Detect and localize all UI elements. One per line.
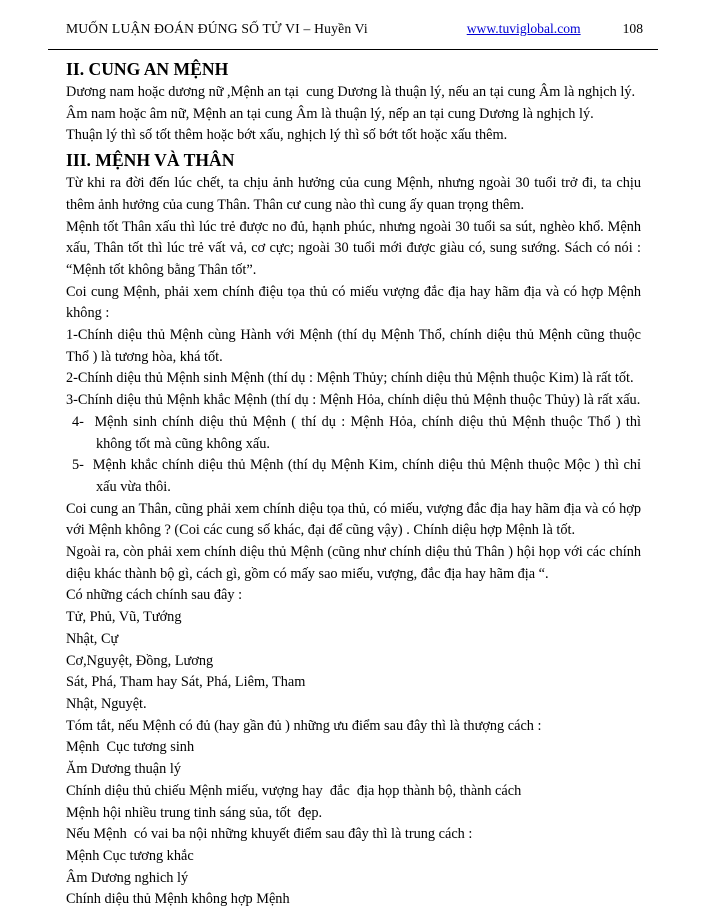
paragraph: Chính diệu thủ Mệnh không hợp Mệnh (66, 891, 290, 908)
paragraph: Ngoài ra, còn phải xem chính diệu thủ Mệnh (cũng như chính diệu thủ Thân ) hội họp với các chính diệu khác thành bộ gì, cách gì, gồm có mấy sao miếu, vượng, đắc địa hay hãm địa “. (66, 544, 645, 582)
paragraph: 2-Chính diệu thủ Mệnh sinh Mệnh (thí dụ : Mệnh Thủy; chính diệu thủ Mệnh thuộc Kim) là rất tốt. (66, 370, 634, 387)
paragraph: 3-Chính diệu thủ Mệnh khắc Mệnh (thí dụ : Mệnh Hỏa, chính diệu thủ Mệnh thuộc Thủy) là rất xấu. (66, 392, 641, 409)
header-divider (48, 49, 658, 50)
content (66, 58, 645, 911)
paragraph: Coi cung an Thân, cũng phải xem chính diệu tọa thủ, có miếu, vượng đắc địa hay hãm địa và có hợp với Mệnh không ? (Coi các cung số khác, đại để cũng vậy) . Chính diệu hợp Mệnh là tốt. (66, 500, 645, 539)
paragraph: Nhật, Nguyệt. (66, 695, 147, 712)
paragraph: Chính diệu thủ chiếu Mệnh miếu, vượng hay đắc địa họp thành bộ, thành cách (66, 782, 522, 799)
page-header (0, 0, 705, 37)
page-number: 108 (622, 21, 643, 36)
paragraph: Tóm tắt, nếu Mệnh có đủ (hay gần đủ ) những ưu điểm sau đây thì là thượng cách : (66, 717, 542, 734)
section-heading: III. MỆNH VÀ THÂN (66, 150, 235, 171)
paragraph: Tử, Phủ, Vũ, Tướng (66, 609, 182, 626)
paragraph: Nhật, Cự (66, 630, 119, 647)
website-link[interactable]: www.tuviglobal.com (466, 21, 581, 36)
paragraph: 1-Chính diệu thủ Mệnh cùng Hành với Mệnh (thí dụ Mệnh Thổ, chính diệu thủ Mệnh cũng thuộc Thổ ) là tương hòa, khá tốt. (66, 327, 645, 365)
section-heading: II. CUNG AN MỆNH (66, 59, 229, 79)
list-item: 5- Mệnh khắc chính diệu thủ Mệnh (thí dụ Mệnh Kim, chính diệu thủ Mệnh thuộc Mộc ) thì chỉ xấu vừa thôi. (72, 457, 645, 495)
paragraph: Sát, Phá, Tham hay Sát, Phá, Liêm, Tham (66, 674, 306, 691)
paragraph: Ăm Dương thuận lý (66, 761, 181, 778)
paragraph: Từ khi ra đời đến lúc chết, ta chịu ảnh hưởng của cung Mệnh, nhưng ngoài 30 tuổi trở đi, ta chịu thêm ảnh hưởng của cung Thân. Thân cư cung nào thì cung ấy quan trọng thêm. (66, 175, 645, 213)
paragraph: Thuận lý thì số tốt thêm hoặc bớt xấu, nghịch lý thì số bớt tốt hoặc xấu thêm. (66, 127, 508, 144)
paragraph: Mệnh Cục tương sinh (66, 739, 195, 756)
paragraph: Âm nam hoặc âm nữ, Mệnh an tại cung Âm là thuận lý, nếp an tại cung Dương là nghịch lý. (66, 105, 594, 122)
paragraph: Mệnh Cục tương khắc (66, 847, 194, 864)
paragraph: Dương nam hoặc dương nữ ,Mệnh an tại cung Dương là thuận lý, nếu an tại cung Âm là nghịch lý. (66, 84, 636, 100)
paragraph: Mệnh tốt Thân xấu thì lúc trẻ được no đủ, hạnh phúc, nhưng ngoài 30 tuổi sa sút, nghèo khổ. Mệnh xấu, Thân tốt thì lúc trẻ vất vả, cơ cực; ngoài 30 tuổi mới được giàu có, sung sướng. Sách có nói : “Mệnh tốt không bằng Thân tốt”. (66, 218, 645, 278)
paragraph: Âm Dương nghich lý (66, 869, 189, 886)
paragraph: Có những cách chính sau đây : (66, 587, 243, 604)
paragraph: Coi cung Mệnh, phải xem chính điệu tọa thủ có miếu vượng đắc địa hay hãm địa và có hợp Mệnh không : (66, 283, 645, 322)
header-title: MUỐN LUẬN ĐOÁN ĐÚNG SỐ TỬ VI – Huyền Vi (66, 21, 368, 36)
paragraph: Mệnh hội nhiều trung tinh sáng sủa, tốt đẹp. (66, 804, 323, 821)
paragraph: Cơ,Nguyệt, Đồng, Lương (66, 652, 214, 669)
list-item: 4- Mệnh sinh chính diệu thủ Mệnh ( thí dụ : Mệnh Hỏa, chính diệu thủ Mệnh thuộc Thổ ) thì không tốt mà cũng không xấu. (72, 413, 645, 452)
paragraph: Nếu Mệnh có vai ba nội những khuyết điểm sau đây thì là trung cách : (66, 826, 473, 843)
